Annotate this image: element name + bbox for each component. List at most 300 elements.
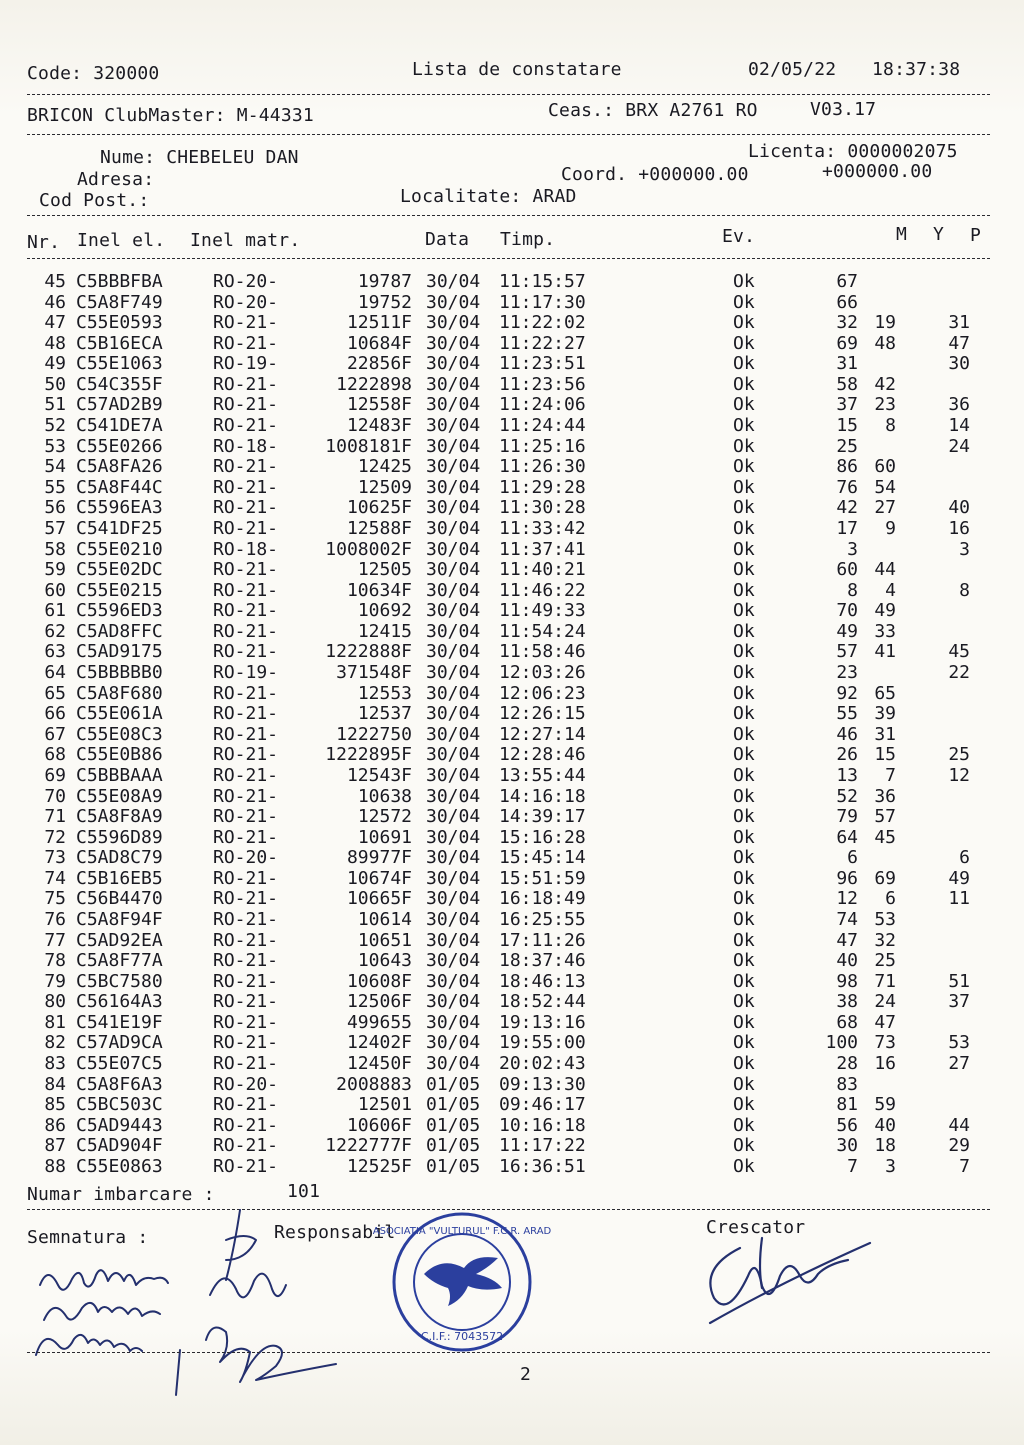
table-row (0, 354, 1024, 375)
cell-ring-prefix: RO-21- (213, 970, 279, 992)
cell-date: 01/05 (426, 1114, 481, 1136)
table-row (0, 395, 1024, 416)
committee-signatures (30, 1200, 370, 1400)
cell-nr: 46 (44, 291, 66, 313)
cell-m: 31 (836, 353, 858, 375)
table-row (0, 704, 1024, 725)
cell-event: Ok (733, 744, 755, 766)
cell-ring-number: 12505 (357, 559, 412, 581)
cell-event: Ok (733, 291, 755, 313)
cell-date: 30/04 (426, 929, 481, 951)
cell-y: 19 (874, 312, 896, 334)
cell-ring-prefix: RO-21- (213, 1032, 279, 1054)
cell-date: 30/04 (426, 600, 481, 622)
table-row (0, 560, 1024, 581)
cell-nr: 84 (44, 1073, 66, 1095)
cell-ring-number: 499655 (346, 1011, 412, 1033)
table-row (0, 642, 1024, 663)
table-row (0, 437, 1024, 458)
cell-time: 11:22:27 (499, 332, 586, 354)
cell-p: 36 (948, 394, 970, 416)
cell-m: 76 (836, 476, 858, 498)
license-number: Licenta: 0000002075 (748, 141, 958, 162)
cell-nr: 79 (44, 970, 66, 992)
cell-inel-el: C54C355F (76, 373, 163, 395)
cell-ring-prefix: RO-21- (213, 806, 279, 828)
cell-inel-el: C55E02DC (76, 559, 163, 581)
cell-p: 27 (948, 1053, 970, 1075)
cell-m: 32 (836, 312, 858, 334)
cell-ring-prefix: RO-21- (213, 744, 279, 766)
cell-time: 11:26:30 (499, 456, 586, 478)
cell-date: 30/04 (426, 908, 481, 930)
cell-m: 58 (836, 373, 858, 395)
cell-nr: 82 (44, 1032, 66, 1054)
cell-event: Ok (733, 785, 755, 807)
table-row (0, 272, 1024, 293)
cell-y: 24 (874, 991, 896, 1013)
cell-date: 30/04 (426, 373, 481, 395)
cell-date: 01/05 (426, 1155, 481, 1177)
cell-date: 30/04 (426, 826, 481, 848)
cell-y: 4 (885, 579, 896, 601)
cell-time: 11:40:21 (499, 559, 586, 581)
cell-m: 37 (836, 394, 858, 416)
col-inel-el: Inel el. (77, 230, 166, 251)
cell-inel-el: C56B4470 (76, 888, 163, 910)
cell-nr: 53 (44, 435, 66, 457)
cell-m: 47 (836, 929, 858, 951)
cell-p: 53 (948, 1032, 970, 1054)
separator (27, 94, 990, 95)
cell-time: 16:36:51 (499, 1155, 586, 1177)
col-ev: Ev. (722, 226, 756, 247)
cell-date: 30/04 (426, 641, 481, 663)
cell-date: 01/05 (426, 1094, 481, 1116)
cell-time: 11:54:24 (499, 620, 586, 642)
cell-inel-el: C55E0215 (76, 579, 163, 601)
cell-inel-el: C55E0210 (76, 538, 163, 560)
cell-time: 11:46:22 (499, 579, 586, 601)
cell-ring-number: 12483F (346, 415, 412, 437)
cell-time: 15:16:28 (499, 826, 586, 848)
cell-ring-prefix: RO-21- (213, 456, 279, 478)
cell-event: Ok (733, 394, 755, 416)
table-row (0, 1136, 1024, 1157)
cell-nr: 64 (44, 662, 66, 684)
cell-nr: 74 (44, 867, 66, 889)
cell-ring-number: 12543F (346, 764, 412, 786)
cell-m: 30 (836, 1135, 858, 1157)
cell-inel-el: C55E0593 (76, 312, 163, 334)
page-number: 2 (520, 1364, 532, 1385)
cell-date: 30/04 (426, 620, 481, 642)
cell-event: Ok (733, 1155, 755, 1177)
cell-time: 11:25:16 (499, 435, 586, 457)
cell-date: 30/04 (426, 950, 481, 972)
table-row (0, 581, 1024, 602)
cell-date: 30/04 (426, 435, 481, 457)
cell-time: 19:13:16 (499, 1011, 586, 1033)
cell-m: 96 (836, 867, 858, 889)
cell-time: 12:03:26 (499, 662, 586, 684)
cell-event: Ok (733, 991, 755, 1013)
table-row (0, 1075, 1024, 1096)
cell-event: Ok (733, 497, 755, 519)
table-row (0, 601, 1024, 622)
table-row (0, 1116, 1024, 1137)
cell-m: 83 (836, 1073, 858, 1095)
table-row (0, 931, 1024, 952)
table-row (0, 622, 1024, 643)
cell-ring-prefix: RO-21- (213, 559, 279, 581)
cell-ring-number: 12506F (346, 991, 412, 1013)
cell-m: 52 (836, 785, 858, 807)
cell-event: Ok (733, 703, 755, 725)
cell-m: 49 (836, 620, 858, 642)
cell-ring-number: 12415 (357, 620, 412, 642)
cell-nr: 59 (44, 559, 66, 581)
cell-m: 60 (836, 559, 858, 581)
cell-date: 30/04 (426, 867, 481, 889)
table-row (0, 1095, 1024, 1116)
cell-m: 25 (836, 435, 858, 457)
cell-event: Ok (733, 1011, 755, 1033)
table-row (0, 1054, 1024, 1075)
cell-ring-prefix: RO-21- (213, 888, 279, 910)
cell-ring-prefix: RO-21- (213, 1155, 279, 1177)
cell-y: 54 (874, 476, 896, 498)
cell-y: 47 (874, 1011, 896, 1033)
cell-m: 64 (836, 826, 858, 848)
cell-inel-el: C5A8F6A3 (76, 1073, 163, 1095)
cell-p: 40 (948, 497, 970, 519)
cell-time: 16:25:55 (499, 908, 586, 930)
cell-y: 65 (874, 682, 896, 704)
cell-ring-prefix: RO-21- (213, 497, 279, 519)
cell-inel-el: C55E07C5 (76, 1053, 163, 1075)
cell-y: 9 (885, 517, 896, 539)
cell-ring-number: 10638 (357, 785, 412, 807)
cell-ring-number: 10614 (357, 908, 412, 930)
cell-time: 11:58:46 (499, 641, 586, 663)
cell-m: 74 (836, 908, 858, 930)
cell-y: 15 (874, 744, 896, 766)
table-row (0, 457, 1024, 478)
cell-inel-el: C55E0B86 (76, 744, 163, 766)
cell-event: Ok (733, 1114, 755, 1136)
cell-ring-prefix: RO-21- (213, 517, 279, 539)
table-row (0, 828, 1024, 849)
cell-y: 45 (874, 826, 896, 848)
cell-m: 42 (836, 497, 858, 519)
table-row (0, 992, 1024, 1013)
cell-nr: 63 (44, 641, 66, 663)
cell-date: 30/04 (426, 538, 481, 560)
cell-nr: 71 (44, 806, 66, 828)
cell-ring-number: 12509 (357, 476, 412, 498)
cell-time: 11:49:33 (499, 600, 586, 622)
fancier-name: Nume: CHEBELEU DAN (100, 147, 299, 168)
cell-ring-prefix: RO-21- (213, 1114, 279, 1136)
cell-inel-el: C5A8F749 (76, 291, 163, 313)
cell-date: 30/04 (426, 1011, 481, 1033)
cell-nr: 54 (44, 456, 66, 478)
cell-y: 7 (885, 764, 896, 786)
cell-ring-number: 12425 (357, 456, 412, 478)
cell-y: 42 (874, 373, 896, 395)
table-row (0, 848, 1024, 869)
cell-date: 30/04 (426, 703, 481, 725)
cell-inel-el: C5596ED3 (76, 600, 163, 622)
boarded-count-label: Numar imbarcare : (27, 1184, 215, 1205)
cell-y: 40 (874, 1114, 896, 1136)
table-row (0, 1013, 1024, 1034)
cell-ring-prefix: RO-21- (213, 476, 279, 498)
cell-y: 6 (885, 888, 896, 910)
cell-p: 31 (948, 312, 970, 334)
cell-p: 49 (948, 867, 970, 889)
cell-event: Ok (733, 538, 755, 560)
cell-m: 12 (836, 888, 858, 910)
cell-ring-number: 1008181F (325, 435, 412, 457)
cell-date: 30/04 (426, 312, 481, 334)
cell-event: Ok (733, 353, 755, 375)
stamp-top-text: ASOCIATIA "VULTURUL" F.C.R. ARAD (372, 1226, 552, 1237)
cell-ring-prefix: RO-21- (213, 394, 279, 416)
cell-date: 01/05 (426, 1135, 481, 1157)
cell-time: 09:46:17 (499, 1094, 586, 1116)
cell-y: 49 (874, 600, 896, 622)
cell-event: Ok (733, 970, 755, 992)
cell-m: 69 (836, 332, 858, 354)
cell-inel-el: C5BC503C (76, 1094, 163, 1116)
cell-y: 3 (885, 1155, 896, 1177)
cell-p: 22 (948, 662, 970, 684)
cell-ring-prefix: RO-21- (213, 950, 279, 972)
cell-y: 44 (874, 559, 896, 581)
cell-ring-number: 89977F (346, 847, 412, 869)
col-inel-matr: Inel matr. (190, 230, 301, 251)
cell-p: 51 (948, 970, 970, 992)
cell-ring-prefix: RO-21- (213, 785, 279, 807)
association-stamp (372, 1208, 552, 1356)
cell-ring-number: 10651 (357, 929, 412, 951)
cell-inel-el: C5A8F44C (76, 476, 163, 498)
cell-ring-prefix: RO-21- (213, 641, 279, 663)
cell-ring-number: 10691 (357, 826, 412, 848)
cell-nr: 67 (44, 723, 66, 745)
cell-m: 56 (836, 1114, 858, 1136)
cell-m: 46 (836, 723, 858, 745)
cell-nr: 62 (44, 620, 66, 642)
cell-nr: 65 (44, 682, 66, 704)
cell-inel-el: C5AD92EA (76, 929, 163, 951)
cell-inel-el: C5AD8C79 (76, 847, 163, 869)
cell-inel-el: C55E0266 (76, 435, 163, 457)
cell-date: 30/04 (426, 1032, 481, 1054)
cell-ring-number: 10606F (346, 1114, 412, 1136)
breeder-signature (700, 1228, 880, 1338)
cell-ring-prefix: RO-18- (213, 538, 279, 560)
cell-nr: 72 (44, 826, 66, 848)
cell-m: 92 (836, 682, 858, 704)
cell-nr: 45 (44, 271, 66, 292)
cell-nr: 87 (44, 1135, 66, 1157)
cell-nr: 73 (44, 847, 66, 869)
cell-time: 14:39:17 (499, 806, 586, 828)
cell-y: 18 (874, 1135, 896, 1157)
cell-y: 59 (874, 1094, 896, 1116)
cell-date: 30/04 (426, 764, 481, 786)
cell-nr: 83 (44, 1053, 66, 1075)
cell-inel-el: C5A8F94F (76, 908, 163, 930)
cell-event: Ok (733, 312, 755, 334)
cell-inel-el: C5BBBAAA (76, 764, 163, 786)
cell-time: 11:17:30 (499, 291, 586, 313)
cell-event: Ok (733, 332, 755, 354)
cell-nr: 49 (44, 353, 66, 375)
cell-ring-number: 12511F (346, 312, 412, 334)
cell-nr: 80 (44, 991, 66, 1013)
cell-event: Ok (733, 888, 755, 910)
cell-time: 12:28:46 (499, 744, 586, 766)
cell-p: 8 (959, 579, 970, 601)
cell-ring-number: 10684F (346, 332, 412, 354)
cell-event: Ok (733, 600, 755, 622)
cell-ring-number: 10674F (346, 867, 412, 889)
cell-ring-number: 19787 (357, 271, 412, 292)
cell-nr: 51 (44, 394, 66, 416)
table-row (0, 869, 1024, 890)
cell-m: 66 (836, 291, 858, 313)
cell-y: 53 (874, 908, 896, 930)
separator (27, 134, 990, 135)
cell-ring-prefix: RO-21- (213, 332, 279, 354)
cell-time: 20:02:43 (499, 1053, 586, 1075)
cell-event: Ok (733, 517, 755, 539)
cell-inel-el: C541DE7A (76, 415, 163, 437)
cell-ring-number: 10665F (346, 888, 412, 910)
cell-event: Ok (733, 579, 755, 601)
version-label: V03.17 (810, 99, 877, 120)
cell-event: Ok (733, 415, 755, 437)
cell-date: 30/04 (426, 991, 481, 1013)
cell-ring-number: 1222750 (336, 723, 412, 745)
cell-p: 6 (959, 847, 970, 869)
cell-m: 70 (836, 600, 858, 622)
cell-date: 30/04 (426, 806, 481, 828)
cell-inel-el: C5AD904F (76, 1135, 163, 1157)
cell-date: 30/04 (426, 517, 481, 539)
cell-ring-prefix: RO-21- (213, 1011, 279, 1033)
cell-date: 30/04 (426, 662, 481, 684)
table-row (0, 540, 1024, 561)
cell-y: 73 (874, 1032, 896, 1054)
cell-ring-prefix: RO-21- (213, 1094, 279, 1116)
cell-p: 16 (948, 517, 970, 539)
table-row (0, 478, 1024, 499)
cell-m: 67 (836, 271, 858, 292)
cell-ring-number: 2008883 (336, 1073, 412, 1095)
cell-ring-prefix: RO-21- (213, 1053, 279, 1075)
cell-nr: 68 (44, 744, 66, 766)
col-p: P (970, 225, 982, 246)
cell-y: 31 (874, 723, 896, 745)
cell-event: Ok (733, 908, 755, 930)
cell-inel-el: C5B16ECA (76, 332, 163, 354)
cell-inel-el: C55E1063 (76, 353, 163, 375)
boarded-count-value: 101 (287, 1181, 321, 1202)
cell-date: 01/05 (426, 1073, 481, 1095)
code-label: Code: 320000 (27, 63, 160, 84)
col-m: M (896, 224, 908, 245)
cell-y: 33 (874, 620, 896, 642)
print-date: 02/05/22 (748, 59, 837, 80)
cell-time: 18:37:46 (499, 950, 586, 972)
cell-ring-number: 10608F (346, 970, 412, 992)
cell-event: Ok (733, 435, 755, 457)
col-nr: Nr. (27, 232, 61, 253)
cell-m: 40 (836, 950, 858, 972)
cell-date: 30/04 (426, 497, 481, 519)
cell-ring-prefix: RO-21- (213, 415, 279, 437)
cell-nr: 60 (44, 579, 66, 601)
cell-nr: 47 (44, 312, 66, 334)
cell-ring-prefix: RO-20- (213, 847, 279, 869)
cell-date: 30/04 (426, 682, 481, 704)
cell-m: 98 (836, 970, 858, 992)
postal-code-label: Cod Post.: (39, 190, 150, 211)
table-row (0, 972, 1024, 993)
cell-p: 25 (948, 744, 970, 766)
cell-event: Ok (733, 764, 755, 786)
document-title: Lista de constatare (412, 59, 622, 80)
cell-y: 27 (874, 497, 896, 519)
separator (27, 215, 990, 216)
cell-ring-prefix: RO-21- (213, 723, 279, 745)
clock-label: Ceas.: BRX A2761 RO (548, 100, 758, 121)
cell-y: 25 (874, 950, 896, 972)
cell-p: 7 (959, 1155, 970, 1177)
cell-y: 32 (874, 929, 896, 951)
cell-p: 45 (948, 641, 970, 663)
cell-nr: 61 (44, 600, 66, 622)
cell-date: 30/04 (426, 353, 481, 375)
cell-nr: 56 (44, 497, 66, 519)
cell-y: 60 (874, 456, 896, 478)
cell-date: 30/04 (426, 1053, 481, 1075)
cell-y: 23 (874, 394, 896, 416)
cell-ring-number: 1222777F (325, 1135, 412, 1157)
col-data: Data (425, 229, 470, 250)
cell-ring-prefix: RO-21- (213, 373, 279, 395)
cell-event: Ok (733, 929, 755, 951)
cell-ring-prefix: RO-21- (213, 764, 279, 786)
cell-nr: 85 (44, 1094, 66, 1116)
cell-y: 36 (874, 785, 896, 807)
table-row (0, 375, 1024, 396)
table-row (0, 1033, 1024, 1054)
cell-p: 37 (948, 991, 970, 1013)
cell-event: Ok (733, 456, 755, 478)
cell-y: 41 (874, 641, 896, 663)
cell-date: 30/04 (426, 785, 481, 807)
cell-nr: 58 (44, 538, 66, 560)
cell-ring-number: 1008002F (325, 538, 412, 560)
table-row (0, 334, 1024, 355)
cell-event: Ok (733, 641, 755, 663)
